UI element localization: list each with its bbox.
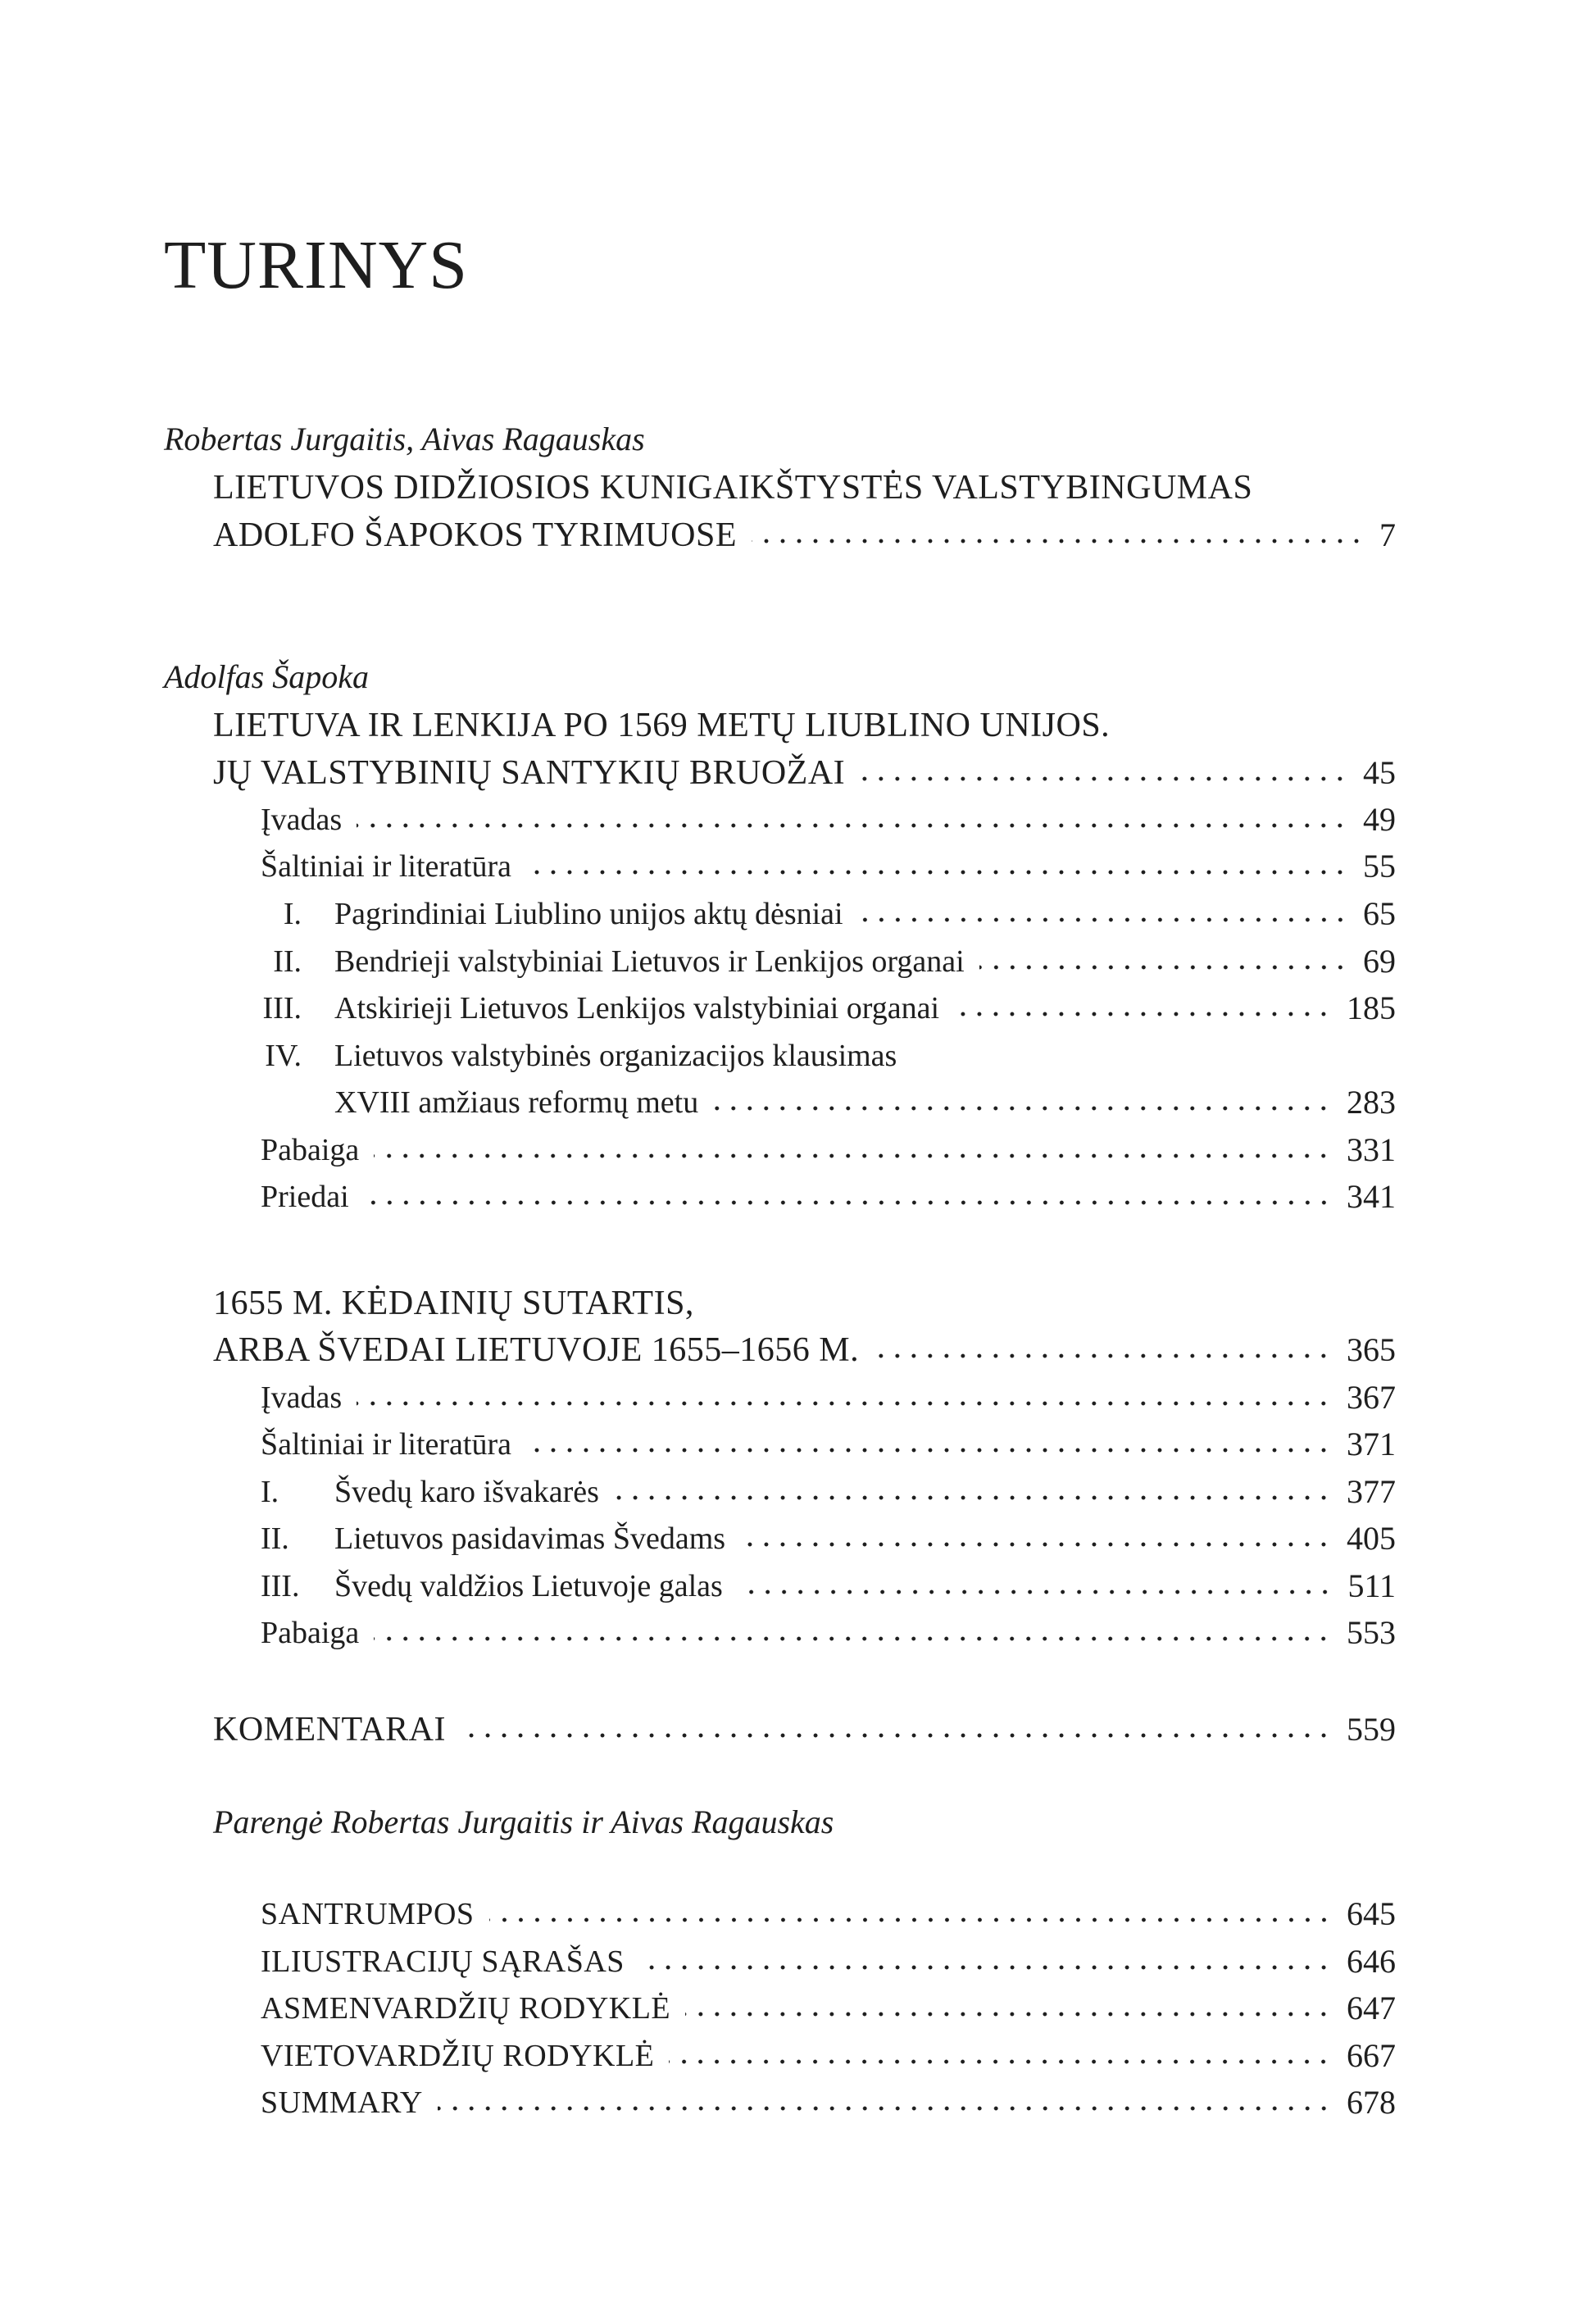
toc-entry[interactable] [0, 1471, 1581, 1512]
chapter-numeral: I. [261, 1475, 279, 1509]
entry-label: Bendrieji valstybiniai Lietuvos ir Lenkijos organai [334, 944, 965, 979]
page-number: 371 [1347, 1426, 1396, 1462]
page-number: 55 [1363, 848, 1396, 885]
toc-entry[interactable] [0, 846, 1581, 887]
dot-leader [374, 1148, 1332, 1164]
toc-entry[interactable] [0, 1424, 1581, 1465]
page-number: 377 [1347, 1473, 1396, 1510]
chapter-numeral: II. [261, 1521, 289, 1556]
toc-entry-section-2-title-line-1[interactable] [0, 705, 1581, 746]
dot-leader [639, 1959, 1332, 1976]
toc-entry[interactable] [0, 1566, 1581, 1607]
toc-entry-appendix[interactable] [0, 1941, 1581, 1982]
toc-entry[interactable] [0, 1377, 1581, 1418]
section-2-author: Adolfas Šapoka [164, 658, 369, 695]
dot-leader [752, 533, 1365, 549]
page-number: 331 [1347, 1131, 1396, 1168]
toc-entry-section-3-title-line-1[interactable] [0, 1283, 1581, 1324]
toc-entry-continuation[interactable] [0, 1082, 1581, 1123]
page-number: 49 [1363, 801, 1396, 838]
toc-entry-appendix[interactable] [0, 1988, 1581, 2029]
page-number: 647 [1347, 1990, 1396, 2026]
dot-leader [489, 1912, 1332, 1928]
chapter-numeral: I. [283, 897, 302, 931]
entry-label: Įvadas [261, 1380, 343, 1415]
page-title: TURINYS [164, 227, 469, 303]
entry-label: SUMMARY [261, 2085, 423, 2120]
page-number: 559 [1347, 1711, 1396, 1748]
dot-leader [364, 1194, 1332, 1211]
page-number: 678 [1347, 2084, 1396, 2121]
toc-entry[interactable] [0, 1130, 1581, 1171]
toc-entry-appendix[interactable] [0, 2082, 1581, 2123]
toc-entry[interactable] [0, 1176, 1581, 1217]
entry-label: Pabaiga [261, 1616, 360, 1650]
toc-entry[interactable] [0, 1612, 1581, 1653]
chapter-numeral: III. [262, 991, 302, 1026]
entry-label: Priedai [261, 1180, 349, 1214]
page-number: 185 [1347, 989, 1396, 1026]
toc-entry-section-1-title-line-1[interactable] [0, 467, 1581, 508]
page-number: 45 [1363, 754, 1396, 791]
dot-leader [858, 912, 1348, 928]
page-number: 65 [1363, 895, 1396, 932]
toc-entry[interactable] [0, 941, 1581, 982]
page-number: 367 [1347, 1379, 1396, 1416]
entry-label: LIETUVOS DIDŽIOSIOS KUNIGAIKŠTYSTĖS VALSTYBINGUMAS [213, 469, 1253, 507]
page-number: 553 [1347, 1614, 1396, 1651]
dot-leader [740, 1536, 1332, 1553]
prepared-by-credit: Parengė Robertas Jurgaitis ir Aivas Ragauskas [213, 1803, 834, 1840]
chapter-numeral: II. [273, 944, 302, 979]
entry-label: Įvadas [261, 803, 343, 837]
entry-label: Šaltiniai ir literatūra [261, 1427, 512, 1462]
dot-leader [357, 817, 1348, 834]
page-number: 7 [1379, 516, 1396, 553]
entry-label: Atskirieji Lietuvos Lenkijos valstybiniai organai [334, 991, 940, 1026]
toc-entry-section-1[interactable] [0, 515, 1581, 556]
toc-entry-section-3[interactable] [0, 1330, 1581, 1371]
entry-label: Pagrindiniai Liublino unijos aktų dėsniai [334, 897, 843, 931]
entry-label: ADOLFO ŠAPOKOS TYRIMUOSE [213, 516, 737, 554]
dot-leader [860, 771, 1348, 787]
entry-label: JŲ VALSTYBINIŲ SANTYKIŲ BRUOŽAI [213, 754, 846, 792]
toc-entry-section-2[interactable] [0, 753, 1581, 794]
entry-label-continuation: XVIII amžiaus reformų metu [334, 1085, 699, 1120]
page-number: 283 [1347, 1084, 1396, 1121]
entry-label: Pabaiga [261, 1133, 360, 1167]
entry-label: LIETUVA IR LENKIJA PO 1569 METŲ LIUBLINO UNIJOS. [213, 707, 1111, 744]
chapter-numeral: III. [261, 1569, 300, 1603]
entry-label: Lietuvos pasidavimas Švedams [334, 1521, 726, 1556]
toc-entry[interactable] [0, 988, 1581, 1029]
entry-label: ASMENVARDŽIŲ RODYKLĖ [261, 1991, 671, 2026]
toc-entry-komentarai[interactable] [0, 1709, 1581, 1750]
entry-label: VIETOVARDŽIŲ RODYKLĖ [261, 2039, 655, 2073]
entry-label: Švedų valdžios Lietuvoje galas [334, 1569, 723, 1603]
page-number: 646 [1347, 1943, 1396, 1980]
entry-label: KOMENTARAI [213, 1711, 446, 1749]
entry-label: SANTRUMPOS [261, 1897, 475, 1931]
dot-leader [979, 959, 1348, 976]
toc-entry-appendix[interactable] [0, 2035, 1581, 2076]
entry-label: ARBA ŠVEDAI LIETUVOJE 1655–1656 M. [213, 1331, 860, 1369]
section-1-author: Robertas Jurgaitis, Aivas Ragauskas [164, 421, 645, 457]
toc-entry-appendix[interactable] [0, 1894, 1581, 1935]
entry-label: ILIUSTRACIJŲ SĄRAŠAS [261, 1944, 625, 1979]
page-number: 365 [1347, 1331, 1396, 1368]
toc-entry-multiline[interactable] [0, 1035, 1581, 1076]
toc-entry[interactable] [0, 894, 1581, 935]
dot-leader [357, 1395, 1332, 1412]
entry-label: Lietuvos valstybinės organizacijos klausimas [334, 1039, 897, 1073]
entry-label: 1655 M. KĖDAINIŲ SUTARTIS, [213, 1285, 694, 1322]
dot-leader [614, 1489, 1332, 1506]
toc-entry[interactable] [0, 1518, 1581, 1559]
dot-leader [438, 2100, 1332, 2117]
dot-leader [713, 1100, 1332, 1117]
entry-label: Švedų karo išvakarės [334, 1475, 599, 1509]
dot-leader [954, 1006, 1332, 1022]
dot-leader [685, 2006, 1332, 2022]
dot-leader [526, 1442, 1332, 1458]
toc-entry[interactable] [0, 799, 1581, 840]
dot-leader [669, 2053, 1332, 2070]
entry-label: Šaltiniai ir literatūra [261, 849, 512, 884]
dot-leader [461, 1727, 1332, 1744]
page-number: 69 [1363, 943, 1396, 980]
page-number: 405 [1347, 1520, 1396, 1557]
page-number: 511 [1347, 1567, 1396, 1604]
dot-leader [738, 1584, 1333, 1600]
dot-leader [526, 864, 1348, 880]
page-number: 667 [1347, 2037, 1396, 2074]
page-number: 645 [1347, 1895, 1396, 1932]
dot-leader [374, 1630, 1332, 1647]
page-number: 341 [1347, 1178, 1396, 1215]
chapter-numeral: IV. [265, 1039, 302, 1073]
dot-leader [874, 1348, 1332, 1364]
